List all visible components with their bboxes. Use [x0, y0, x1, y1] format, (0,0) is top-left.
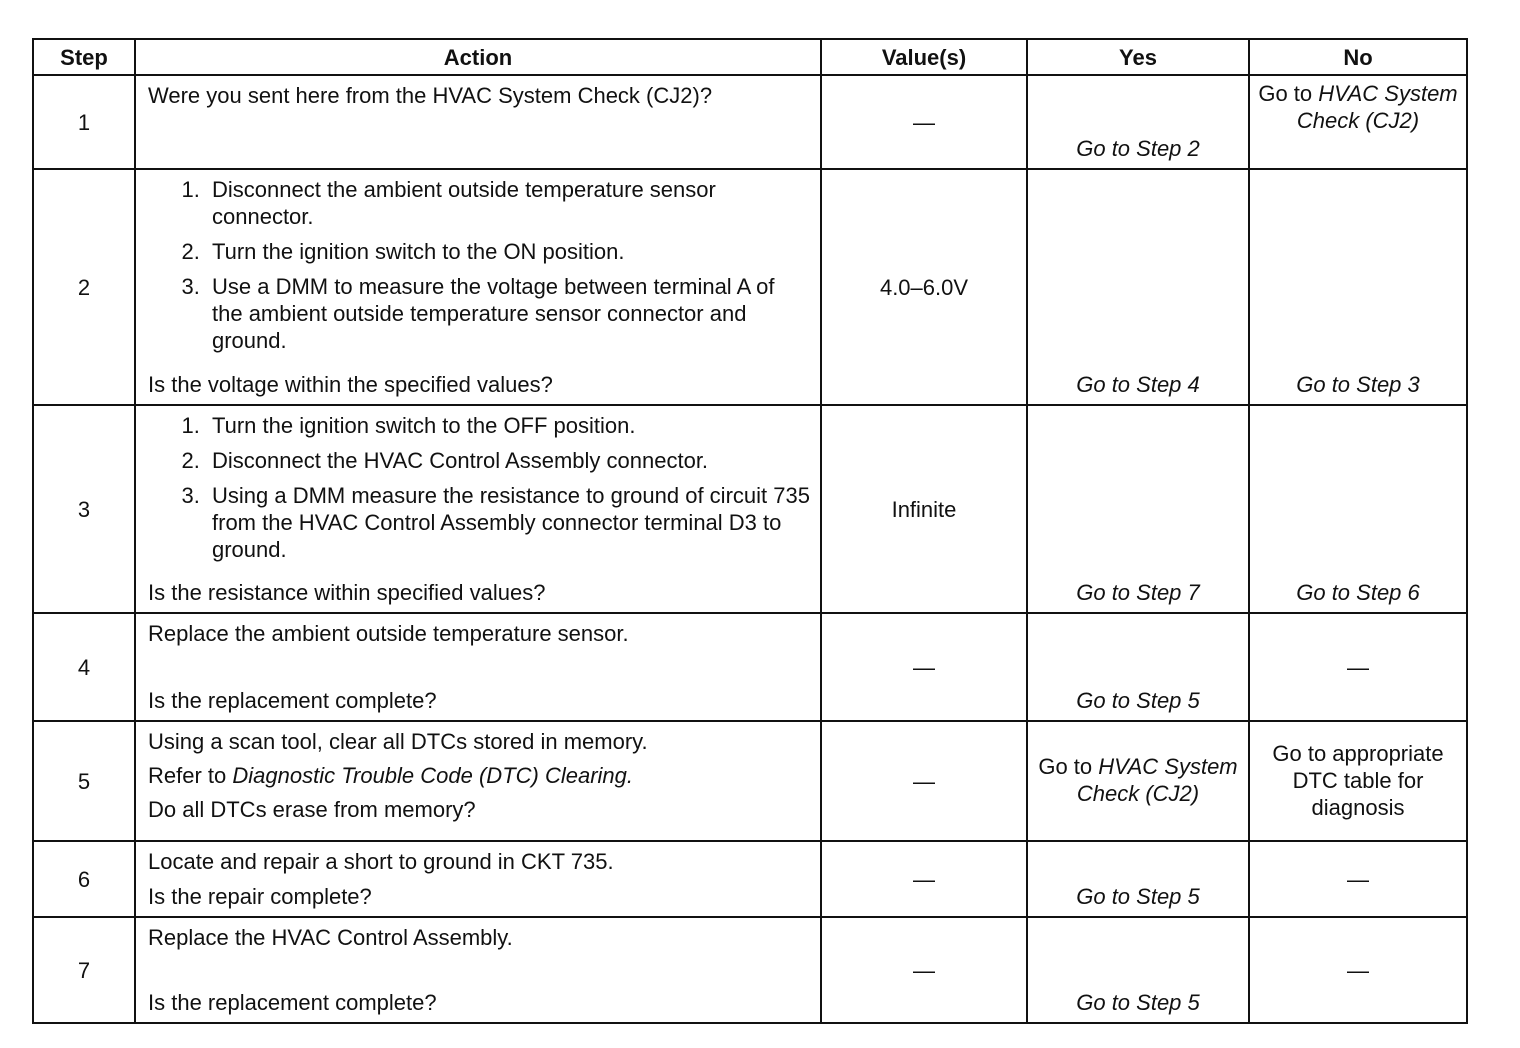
- no-cell: [1249, 169, 1467, 405]
- action-cell: [135, 75, 821, 169]
- no-cell: [1249, 721, 1467, 841]
- step-number: 1: [33, 75, 135, 169]
- diagnostic-table: [32, 38, 1468, 1024]
- no-prefix: Go to: [1258, 81, 1319, 106]
- yes-cell: [1027, 721, 1249, 841]
- header-values: Value(s): [821, 39, 1027, 75]
- action-text: Replace the HVAC Control Assembly.: [148, 925, 513, 950]
- table-row: [33, 841, 1467, 917]
- action-question: Is the repair complete?: [148, 884, 372, 909]
- yes-cell: [1027, 841, 1249, 917]
- no-cell: [1249, 405, 1467, 613]
- yes-link[interactable]: [1034, 753, 1242, 807]
- yes-link[interactable]: Go to Step 4: [1076, 372, 1200, 397]
- action-question: Is the replacement complete?: [148, 990, 437, 1015]
- step-number: 7: [33, 917, 135, 1023]
- table-row: [33, 169, 1467, 405]
- action-cell: [135, 405, 821, 613]
- action-text: Replace the ambient outside temperature sensor.: [148, 621, 629, 646]
- action-steps: [148, 176, 810, 362]
- value-cell: —: [821, 917, 1027, 1023]
- action-question: Is the voltage within the specified values?: [148, 372, 553, 397]
- action-question: Is the resistance within specified values?: [148, 580, 546, 605]
- action-text: Using a scan tool, clear all DTCs stored in memory.: [148, 729, 648, 754]
- action-reference: [148, 762, 810, 789]
- header-step: Step: [33, 39, 135, 75]
- header-yes: Yes: [1027, 39, 1249, 75]
- yes-cell: [1027, 917, 1249, 1023]
- action-step-item: 2. Disconnect the HVAC Control Assembly connector.: [206, 447, 810, 474]
- no-cell: —: [1249, 841, 1467, 917]
- yes-prefix: Go to: [1038, 754, 1099, 779]
- value-cell: —: [821, 721, 1027, 841]
- action-cell: [135, 613, 821, 721]
- action-text: Locate and repair a short to ground in CKT 735.: [148, 849, 614, 874]
- yes-link[interactable]: Go to Step 2: [1076, 136, 1200, 161]
- step-number: 4: [33, 613, 135, 721]
- no-cell: —: [1249, 613, 1467, 721]
- action-cell: [135, 917, 821, 1023]
- reference-link[interactable]: Diagnostic Trouble Code (DTC) Clearing.: [232, 763, 634, 788]
- value-cell: —: [821, 841, 1027, 917]
- no-cell: [1249, 75, 1467, 169]
- step-number: 3: [33, 405, 135, 613]
- table-row: [33, 917, 1467, 1023]
- value-cell: Infinite: [821, 405, 1027, 613]
- no-link[interactable]: [1256, 80, 1460, 134]
- step-number: 2: [33, 169, 135, 405]
- action-cell: [135, 721, 821, 841]
- yes-cell: [1027, 613, 1249, 721]
- step-number: 6: [33, 841, 135, 917]
- action-steps: [148, 412, 810, 571]
- reference-prefix: Refer to: [148, 763, 233, 788]
- header-row: [33, 39, 1467, 75]
- action-question: Do all DTCs erase from memory?: [148, 797, 476, 822]
- no-cell: —: [1249, 917, 1467, 1023]
- action-step-item: 3. Use a DMM to measure the voltage between terminal A of the ambient outside temperature sensor connector and ground.: [206, 273, 810, 354]
- yes-link[interactable]: Go to Step 7: [1076, 580, 1200, 605]
- yes-cell: [1027, 169, 1249, 405]
- step-number: 5: [33, 721, 135, 841]
- value-cell: —: [821, 613, 1027, 721]
- action-question: Is the replacement complete?: [148, 688, 437, 713]
- table-row: [33, 721, 1467, 841]
- no-link[interactable]: Go to Step 6: [1296, 580, 1420, 605]
- yes-link[interactable]: Go to Step 5: [1076, 688, 1200, 713]
- yes-link[interactable]: Go to Step 5: [1076, 884, 1200, 909]
- action-text: Were you sent here from the HVAC System Check (CJ2)?: [148, 83, 713, 108]
- yes-link[interactable]: Go to Step 5: [1076, 990, 1200, 1015]
- header-no: No: [1249, 39, 1467, 75]
- no-link[interactable]: Go to Step 3: [1296, 372, 1420, 397]
- action-cell: [135, 169, 821, 405]
- no-link-text: HVAC System Check (CJ2): [1296, 81, 1458, 133]
- yes-cell: [1027, 405, 1249, 613]
- value-cell: —: [821, 75, 1027, 169]
- action-step-item: 1. Turn the ignition switch to the OFF position.: [206, 412, 810, 439]
- no-text: Go to appropriate DTC table for diagnosis: [1272, 740, 1444, 820]
- action-cell: [135, 841, 821, 917]
- table-row: [33, 405, 1467, 613]
- action-step-item: 2. Turn the ignition switch to the ON position.: [206, 238, 810, 265]
- table-row: [33, 613, 1467, 721]
- yes-link-text: HVAC System Check (CJ2): [1076, 754, 1238, 806]
- action-step-item: 1. Disconnect the ambient outside temperature sensor connector.: [206, 176, 810, 230]
- action-step-item: 3. Using a DMM measure the resistance to ground of circuit 735 from the HVAC Control Assembly connector terminal D3 to ground.: [206, 482, 810, 563]
- table-row: [33, 75, 1467, 169]
- yes-cell: [1027, 75, 1249, 169]
- value-cell: 4.0–6.0V: [821, 169, 1027, 405]
- header-action: Action: [135, 39, 821, 75]
